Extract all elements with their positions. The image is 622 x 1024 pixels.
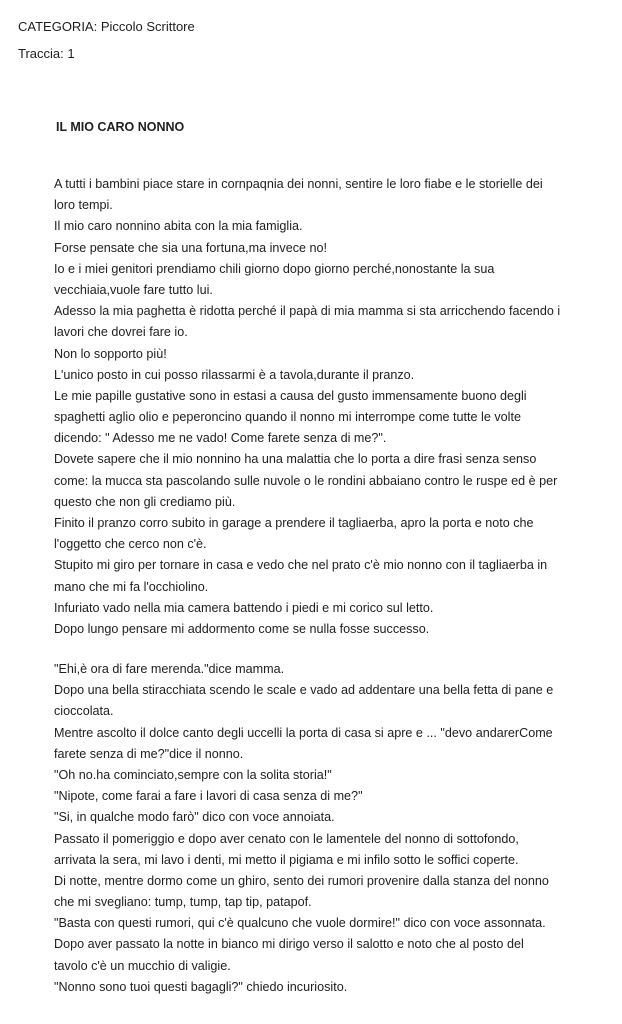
paragraph-2	[54, 659, 553, 998]
text-line: dicendo: " Adesso me ne vado! Come farete senza di me?".	[54, 431, 387, 446]
text-line: come: la mucca sta pascolando sulle nuvole o le rondini abbaiano contro le ruspe ed è per	[54, 473, 558, 488]
category-label: CATEGORIA: Piccolo Scrittore	[18, 19, 195, 34]
text-line: lavori che dovrei fare io.	[54, 325, 188, 340]
text-line: Dovete sapere che il mio nonnino ha una malattia che lo porta a dire frasi senza senso	[54, 452, 537, 467]
text-line: "Basta con questi rumori, qui c'è qualcuno che vuole dormire!" dico con voce assonnata.	[54, 916, 546, 931]
text-line: loro tempi.	[54, 198, 113, 213]
text-line: Infuriato vado nella mia camera battendo i piedi e mi corico sul letto.	[54, 600, 434, 615]
text-line: vecchiaia,vuole fare tutto lui.	[54, 282, 213, 297]
text-line: arrivata la sera, mi lavo i denti, mi metto il pigiama e mi infilo sotto le soffici coperte.	[54, 852, 519, 867]
text-line: Il mio caro nonnino abita con la mia famiglia.	[54, 219, 303, 234]
text-line: Dopo una bella stiracchiata scendo le scale e vado ad addentare una bella fetta di pane e	[54, 683, 554, 698]
text-line: "Oh no.ha cominciato,sempre con la solita storia!"	[54, 767, 332, 782]
text-line: mano che mi fa l'occhiolino.	[54, 579, 209, 594]
paragraph-1	[54, 174, 560, 640]
text-line: Forse pensate che sia una fortuna,ma invece no!	[54, 240, 328, 255]
text-line: spaghetti aglio olio e peperoncino quando il nonno mi interrompe come tutte le volte	[54, 410, 521, 425]
text-line: Passato il pomeriggio e dopo aver cenato con le lamentele del nonno di sottofondo,	[54, 831, 519, 846]
text-line: Dopo lungo pensare mi addormento come se nulla fosse successo.	[54, 621, 430, 636]
text-line: "Ehi,è ora di fare merenda."dice mamma.	[54, 662, 285, 676]
text-line: Finito il pranzo corro subito in garage a prendere il tagliaerba, apro la porta e noto che	[54, 516, 534, 530]
text-line: Stupito mi giro per tornare in casa e vedo che nel prato c'è mio nonno con il tagliaerba in	[54, 558, 548, 573]
text-line: Non lo sopporto più!	[54, 346, 167, 361]
text-line: tavolo c'è un mucchio di valigie.	[54, 958, 231, 973]
text-line: che mi svegliano: tump, tump, tap tip, patapof.	[54, 895, 312, 910]
text-line: Di notte, mentre dormo come un ghiro, sento dei rumori provenire dalla stanza del nonno	[54, 873, 549, 888]
text-line: L'unico posto in cui posso rilassarmi è a tavola,durante il pranzo.	[54, 367, 415, 382]
text-line: "Si, in qualche modo farò" dico con voce annoiata.	[54, 810, 335, 825]
text-line: Io e i miei genitori prendiamo chili giorno dopo giorno perché,nonostante la sua	[54, 261, 495, 276]
text-line: A tutti i bambini piace stare in cornpaqnia dei nonni, sentire le loro fiabe e le storielle dei	[54, 177, 543, 191]
text-line: "Nipote, come farai a fare i lavori di casa senza di me?"	[54, 789, 363, 804]
text-line: questo che non gli crediamo più.	[54, 494, 236, 509]
track-label: Traccia: 1	[18, 46, 75, 61]
text-line: farete senza di me?"dice il nonno.	[54, 746, 244, 761]
text-line: "Nonno sono tuoi questi bagagli?" chiedo incuriosito.	[54, 979, 348, 994]
text-line: cioccolata.	[54, 704, 114, 719]
text-line: Mentre ascolto il dolce canto degli uccelli la porta di casa si apre e ... "devo andarerCome	[54, 725, 553, 740]
text-line: Dopo aver passato la notte in bianco mi dirigo verso il salotto e noto che al posto del	[54, 937, 524, 952]
text-line: Le mie papille gustative sono in estasi a causa del gusto immensamente buono degli	[54, 388, 527, 403]
text-line: l'oggetto che cerco non c'è.	[54, 537, 207, 552]
text-line: Adesso la mia paghetta è ridotta perché il papà di mia mamma si sta arricchendo facendo i	[54, 304, 561, 319]
story-title: IL MIO CARO NONNO	[56, 120, 185, 134]
